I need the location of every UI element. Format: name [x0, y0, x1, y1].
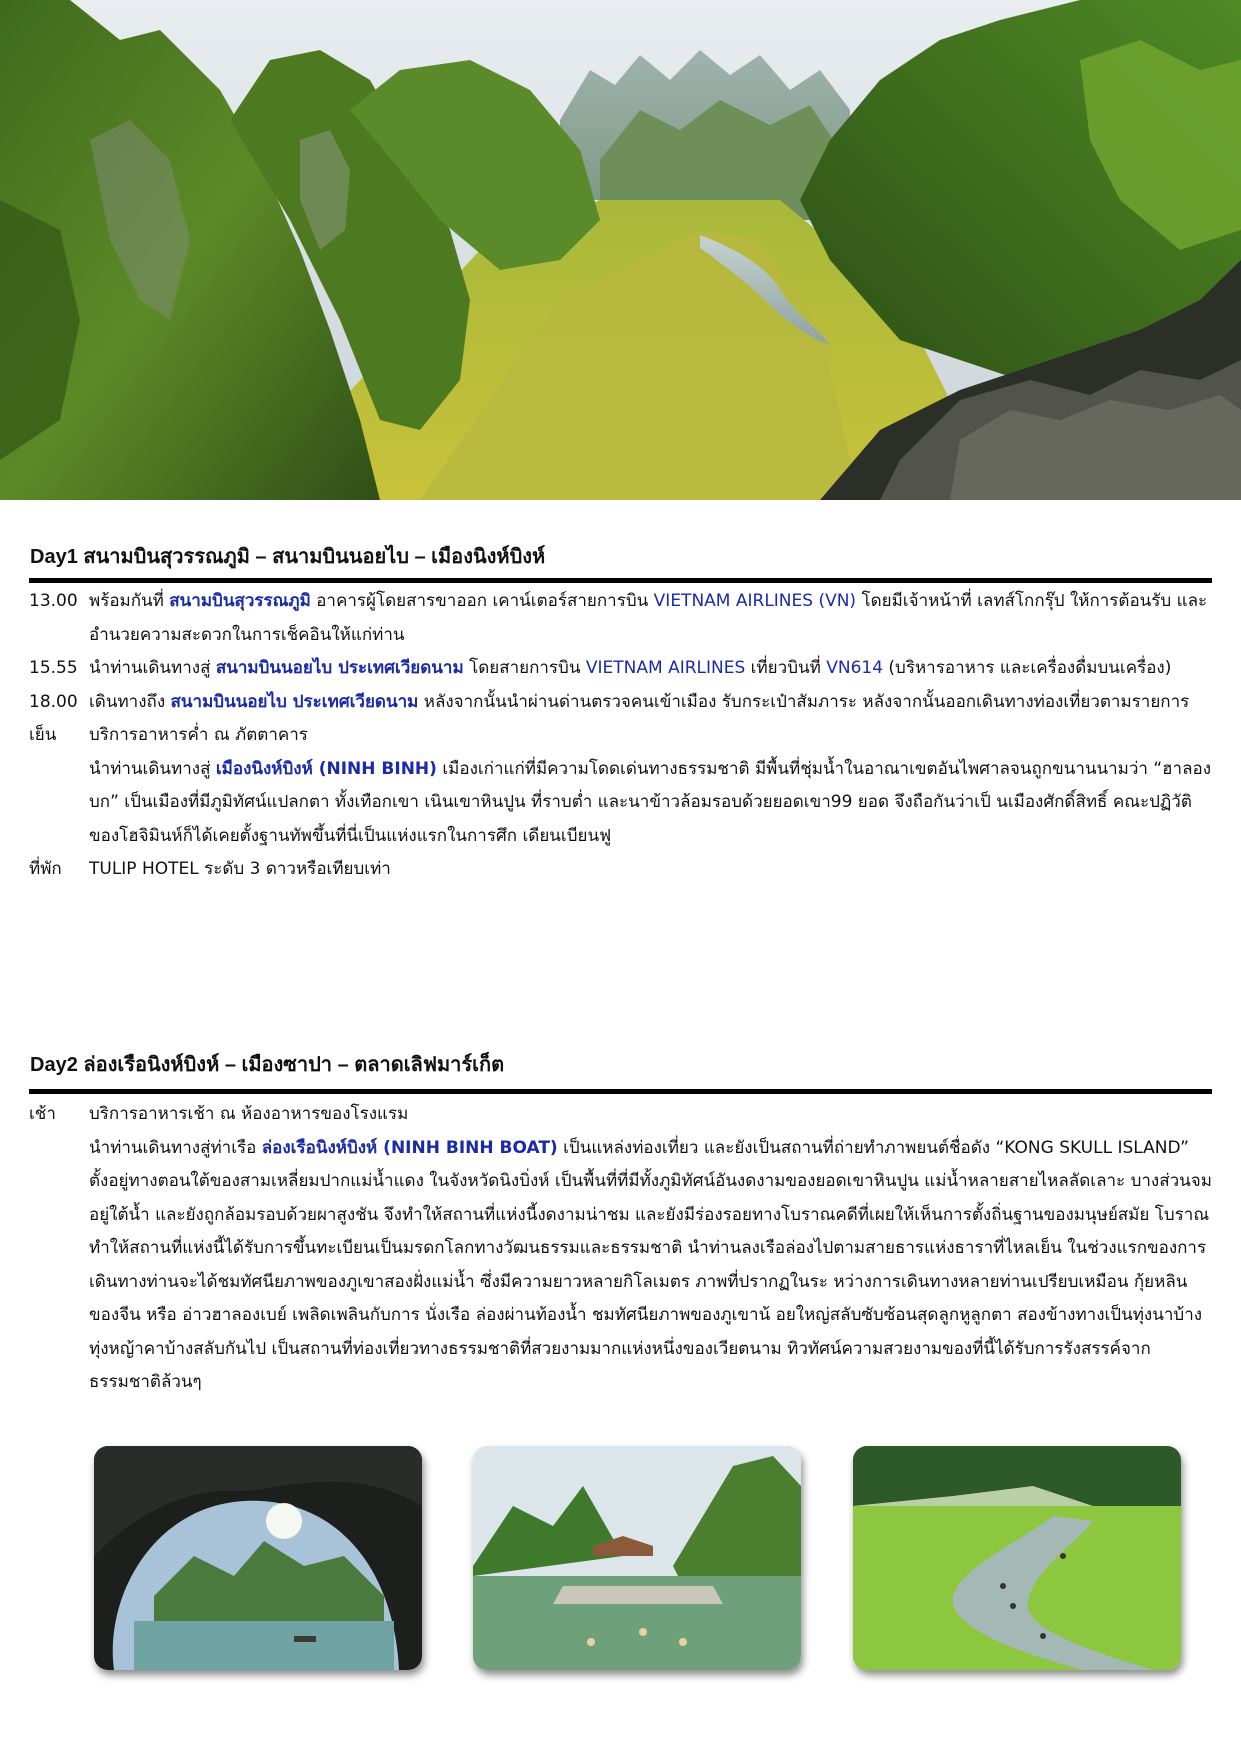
itinerary-text: บริการอาหารค่ำ ณ ภัตตาคาร — [89, 725, 308, 745]
time-label: เย็น — [29, 725, 57, 745]
itinerary-row — [29, 1098, 1213, 1132]
itinerary-row — [29, 719, 1213, 753]
highlight-place: สนามบินสุวรรณภูมิ — [169, 591, 311, 611]
highlight-airline: VIETNAM AIRLINES (VN) — [653, 591, 857, 611]
time-label: 18.00 — [29, 691, 78, 712]
itinerary-row — [29, 853, 1213, 887]
highlight-place: สนามบินนอยไบ ประเทศเวียดนาม — [215, 658, 464, 678]
river-rice-fields-photo — [853, 1446, 1181, 1670]
hero-photo — [0, 0, 1241, 500]
day1-itinerary — [29, 585, 1213, 887]
itinerary-text: พร้อมกันที่ สนามบินสุวรรณภูมิ อาคารผู้โดยสารขาออก เคาน์เตอร์สายการบิน VIETNAM AIRLINES (VN) โดยมีเจ้าหน้าที่ เลทส์โกกรุ๊ป ให้การต้อนรับ และ อำนวยความสะดวกในการเช็คอินให้แก่ท่าน — [89, 591, 1208, 645]
pagoda-lake-photo — [473, 1446, 801, 1670]
itinerary-row — [29, 753, 1213, 854]
itinerary-row — [29, 1132, 1213, 1400]
highlight-place: สนามบินนอยไบ ประเทศเวียดนาม — [170, 691, 419, 712]
highlight-place: ล่องเรือนิงห์บิงห์ (NINH BINH BOAT) — [261, 1137, 558, 1158]
time-label: 15.55 — [29, 658, 78, 678]
itinerary-row — [29, 585, 1213, 652]
time-label: ที่พัก — [29, 859, 62, 879]
itinerary-text: นำท่านเดินทางสู่ท่าเรือ ล่องเรือนิงห์บิงห์ (NINH BINH BOAT) เป็นแหล่งท่องเที่ยว และยังเป็นสถานที่ถ่ายทำภาพยนต์ชื่อดัง “KONG SKULL ISLAND” ตั้งอยู่ทางตอนใต้ของสามเหลี่ยมปากแม่น้ำแดง ในจังหวัดนิงบิ่งห์ เป็นพื้นที่ที่มีทั้งภูมิทัศน์อันงดงามของยอดเขาหินปูน แม่น้ำหลายสายไหลลัดเลาะ บางส่วนจมอยู่ใต้น้ำ และยังถูกล้อมรอบด้วยผาสูงชัน จึงทำให้สถานที่แห่งนี้งดงามน่าชม และยังมีร่องรอยทางโบราณคดีที่เผยให้เห็นการตั้งถิ่นฐานของมนุษย์สมัย โบราณ ทำให้สถานที่แห่งนี้ได้รับการขึ้นทะเบียนเป็นมรดกโลกทางวัฒนธรรมและธรรมชาติ นำท่านลงเรือล่องไปตามสายธารแห่งธาราที่ไหลเย็น ในช่วงแรกของการเดินทางท่านจะได้ชมทัศนียภาพของภูเขาสองฝั่งแม่น้ำ ซึ่งมีความยาวหลายกิโลเมตร ภาพที่ปรากฏในระ หว่างการเดินทางหลายท่านเปรียบเหมือน กุ้ยหลินของจีน หรือ อ่าวฮาลองเบย์ เพลิดเพลินกับการ นั่งเรือ ล่องผ่านท้องน้ำ ชมทัศนียภาพของภูเขาน้ อยใหญ่สลับซับซ้อนสุดลูกหูลูกตา สองข้างทางเป็นทุ่งนาบ้างทุ่งหญ้าคาบ้างสลับกันไป เป็นสถานที่ท่องเที่ยวทางธรรมชาติที่สวยงามมากแห่งหนึ่งของเวียตนาม ทิวทัศน์ความสวยงามของที่นี้ได้รับการรังสรรค์จากธรรมชาติล้วนๆ — [89, 1137, 1212, 1392]
day2-title: Day2 ล่องเรือนิงห์บิงห์ – เมืองซาปา – ตลาดเลิฟมาร์เก็ต — [30, 1054, 505, 1076]
time-label: เช้า — [29, 1104, 56, 1124]
itinerary-text: เดินทางถึง สนามบินนอยไบ ประเทศเวียดนาม หลังจากนั้นนำผ่านด่านตรวจคนเข้าเมือง รับกระเป๋าสัมภาระ หลังจากนั้นออกเดินทางท่องเที่ยวตามรายการ — [89, 691, 1190, 712]
day1-title: Day1 สนามบินสุวรรณภูมิ – สนามบินนอยไบ – เมืองนิงห์บิงห์ — [30, 546, 546, 568]
itinerary-text: นำท่านเดินทางสู่ สนามบินนอยไบ ประเทศเวียดนาม โดยสายการบิน VIETNAM AIRLINES เที่ยวบินที่ VN614 (บริหารอาหาร และเครื่องดื่มบนเครื่อง) — [89, 658, 1172, 678]
itinerary-text: TULIP HOTEL ระดับ 3 ดาวหรือเทียบเท่า — [89, 859, 391, 879]
ninh-binh-valley-illustration — [0, 0, 1241, 500]
itinerary-text: บริการอาหารเช้า ณ ห้องอาหารของโรงแรม — [89, 1104, 409, 1124]
highlight-airline: VIETNAM AIRLINES — [585, 658, 746, 678]
day2-divider — [29, 1089, 1212, 1094]
day2-itinerary — [29, 1098, 1213, 1400]
time-label: 13.00 — [29, 591, 78, 611]
highlight-flight: VN614 — [826, 658, 884, 678]
itinerary-row — [29, 686, 1213, 720]
highlight-place: เมืองนิงห์บิงห์ (NINH BINH) — [215, 758, 437, 779]
cave-view-photo — [94, 1446, 422, 1670]
itinerary-row — [29, 652, 1213, 686]
photo-gallery — [0, 1446, 1241, 1676]
itinerary-text: นำท่านเดินทางสู่ เมืองนิงห์บิงห์ (NINH BINH) เมืองเก่าแก่ที่มีความโดดเด่นทางธรรมชาติ มีพื้นที่ชุ่มน้ำในอาณาเขตอันไพศาลจนถูกขนานนามว่า “ฮาลองบก” เป็นเมืองที่มีภูมิทัศน์แปลกตา ทั้งเทือกเขา เนินเขาหินปูน ที่ราบต่ำ และนาข้าวล้อมรอบด้วยยอดเขา99 ยอด จึงถือกันว่าเป็ นเมืองศักดิ์สิทธิ์ คณะปฏิวัติของโฮจิมินห์ก็ได้เคยตั้งฐานทัพขึ้นที่นี่เป็นแห่งแรกในการศึก เดียนเบียนฟู — [89, 758, 1212, 846]
day1-divider — [29, 578, 1212, 583]
